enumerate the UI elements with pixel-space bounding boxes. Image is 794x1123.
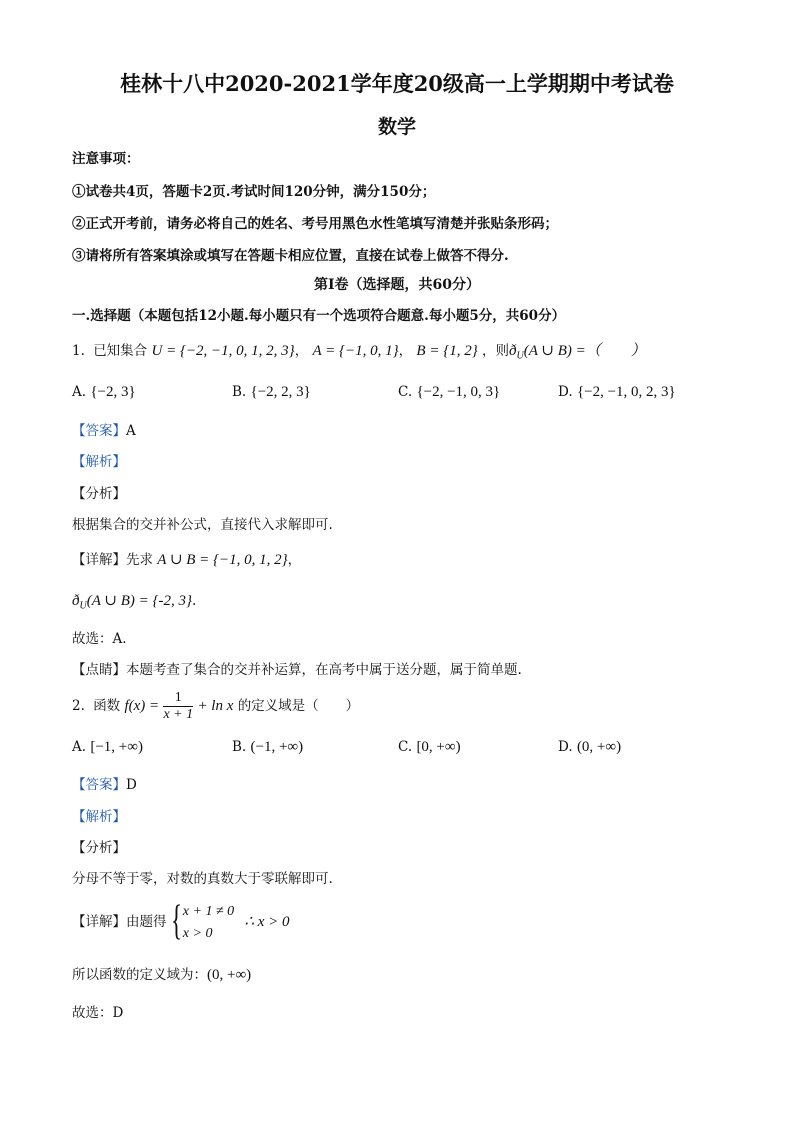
set-b: B = {1, 2}: [416, 343, 478, 359]
question-text: 已知集合: [93, 343, 148, 359]
option-value: (0, +∞): [576, 739, 622, 755]
question-tail: 的定义域是（ ）: [237, 698, 360, 714]
fraction: $\frac{1}{x + 1}$: [163, 690, 194, 722]
q2-domain: 所以函数的定义域为：(0, +∞): [72, 967, 252, 983]
set-a: A = {−1, 0, 1}: [312, 343, 399, 359]
notice-heading: 注意事项：: [72, 151, 140, 167]
q1-comment: 【点睛】本题考查了集合的交并补运算，在高考中属于送分题，属于简单题.: [72, 662, 522, 678]
q2-option-b: B. (−1, +∞): [232, 739, 304, 755]
q1-answer: 【答案】A: [72, 423, 136, 439]
option-value: {−2, −1, 0, 2, 3}: [576, 384, 676, 400]
question-text-then: ，则: [482, 343, 510, 359]
part-title: 第Ⅰ卷（选择题，共60分）: [313, 277, 481, 293]
domain-value: (0, +∞): [207, 967, 252, 983]
q2-answer: 【答案】D: [72, 777, 137, 793]
q2-conclusion: 故选：D: [72, 1005, 124, 1021]
q2-option-a: A. [−1, +∞): [72, 739, 143, 755]
q2-analysis-label: 【解析】: [72, 809, 126, 825]
option-value: [0, +∞): [416, 739, 461, 755]
q1-analysis-label: 【解析】: [72, 454, 126, 470]
question-text: 函数: [93, 698, 121, 714]
q2-fenxi-label: 【分析】: [72, 840, 126, 856]
section-heading: 一.选择题（本题包括12小题.每小题只有一个选项符合题意.每小题5分，共60分）: [72, 308, 566, 324]
complement-symbol: ð: [72, 593, 80, 609]
function-name: f(x) =: [124, 698, 160, 714]
q1-fenxi-text: 根据集合的交并补公式，直接代入求解即可.: [72, 517, 333, 533]
notice-item-3: ③请将所有答案填涂或填写在答题卡相应位置，直接在试卷上做答不得分.: [72, 248, 509, 264]
q2-option-d: D. (0, +∞): [558, 739, 622, 755]
option-value: {−2, 3}: [90, 384, 136, 400]
function-rest: + ln x: [197, 698, 234, 714]
exam-title: 桂林十八中2020-2021学年度20级高一上学期期中考试卷: [120, 71, 674, 96]
equation-system: { x + 1 ≠ 0 x > 0: [170, 897, 235, 944]
q1-option-c: C. {−2, −1, 0, 3}: [398, 384, 501, 400]
question-number: 1.: [72, 343, 85, 359]
question-expression: (A ∪ B) =（ ）: [523, 343, 646, 359]
q1-step-2: $ð_U(A$ ∪ B) = {-2, 3}.: [72, 593, 197, 612]
notice-item-1: ①试卷共4页，答题卡2页.考试时间120分钟，满分150分；: [72, 184, 436, 200]
set-u: U = {−2, −1, 0, 1, 2, 3}: [151, 343, 295, 359]
q1-conclusion: 故选：A.: [72, 631, 127, 647]
step-expression: (A ∪ B) = {-2, 3}: [86, 593, 192, 609]
complement-symbol: ð: [509, 343, 517, 359]
therefore-expression: ∴ x > 0: [244, 914, 290, 930]
complement-subscript: U: [516, 350, 524, 362]
question-2: [72, 686, 359, 726]
q2-option-c: C. [0, +∞): [398, 739, 461, 755]
q1-fenxi-label: 【分析】: [72, 486, 126, 502]
subject-title: 数学: [377, 116, 416, 138]
option-value: {−2, 2, 3}: [250, 384, 311, 400]
q1-detail: 【详解】先求 A ∪ B = {−1, 0, 1, 2}，: [72, 552, 302, 568]
q1-option-b: B. {−2, 2, 3}: [232, 384, 311, 400]
option-value: {−2, −1, 0, 3}: [416, 384, 501, 400]
option-value: [−1, +∞): [90, 739, 143, 755]
q2-detail: 【详解】由题得 { x + 1 ≠ 0 x > 0 ∴ x > 0: [72, 897, 290, 944]
option-value: (−1, +∞): [250, 739, 304, 755]
q1-option-d: D. {−2, −1, 0, 2, 3}: [558, 384, 676, 400]
notice-item-2: ②正式开考前，请务必将自己的姓名、考号用黑色水性笔填写清楚并张贴条形码；: [72, 216, 558, 232]
question-number: 2.: [72, 698, 85, 714]
detail-expression: A ∪ B = {−1, 0, 1, 2}: [157, 552, 288, 568]
q2-fenxi-text: 分母不等于零，对数的真数大于零联解即可.: [72, 871, 333, 887]
question-1: 1. 已知集合 U = {−2, −1, 0, 1, 2, 3}， A = {−1, 0, 1}， B = {1, 2} ，则$ð_U(A$ ∪ B) =（ ）: [72, 343, 646, 362]
q1-option-a: A. {−2, 3}: [72, 384, 136, 400]
